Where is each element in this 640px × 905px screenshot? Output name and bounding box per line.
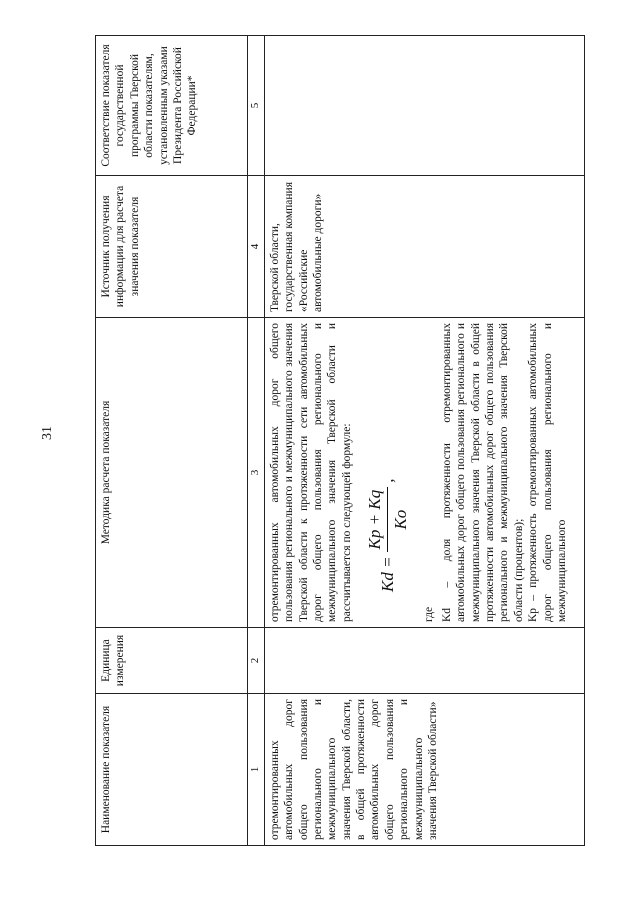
formula-tail: , bbox=[378, 478, 398, 483]
where-label: где bbox=[422, 606, 435, 622]
header-method: Методика расчета показателя bbox=[96, 318, 248, 628]
header-compliance: Соответствие показателя государственной программы Тверской области показателям, установленным указами Президента Российской Федерации* bbox=[96, 36, 248, 176]
indicator-table-sheet bbox=[95, 36, 585, 846]
header-unit: Единица измерения bbox=[96, 628, 248, 694]
header-indicator-name: Наименование показателя bbox=[96, 694, 248, 846]
source-cell: Тверской области, государственная компания «Российские автомобильные дороги» bbox=[264, 176, 584, 318]
indicator-table bbox=[95, 35, 585, 846]
column-number: 1 bbox=[248, 694, 265, 846]
header-row bbox=[96, 36, 248, 846]
column-number: 3 bbox=[248, 318, 265, 628]
column-number: 5 bbox=[248, 36, 265, 176]
compliance-cell bbox=[264, 36, 584, 176]
method-intro: отремонтированных автомобильных дорог общего пользования регионального и межмуниципального значения Тверской области к протяженности сети автомобильных дорог общего пользования регионального и межмуниципального значения Тверской области и рассчитывается по следующей формуле: bbox=[268, 323, 353, 622]
column-number: 4 bbox=[248, 176, 265, 318]
formula-denominator: Ko bbox=[391, 509, 411, 530]
formula bbox=[364, 323, 412, 592]
unit-cell bbox=[264, 628, 584, 694]
header-source: Источник получения информации для расчета значения показателя bbox=[96, 176, 248, 318]
table-row bbox=[264, 36, 584, 846]
formula-numerator: Kp + Kq bbox=[364, 487, 388, 553]
method-cell bbox=[264, 318, 584, 628]
column-number-row bbox=[248, 36, 265, 846]
formula-lhs: Kd = bbox=[378, 556, 398, 592]
formula-fraction bbox=[364, 487, 412, 553]
kd-definition: Kd – доля протяженности отремонтированных автомобильных дорог общего пользования регионального и межмуниципального значения Тверской области в общей протяженности автомобильных дорог общего пользования регионального и межмуниципального значения Тверской области (процентов); bbox=[440, 323, 525, 622]
kp-definition: Kp – протяженность отремонтированных автомобильных дорог общего пользования регионального и межмуниципального bbox=[527, 323, 568, 622]
column-number: 2 bbox=[248, 628, 265, 694]
page-number: 31 bbox=[40, 426, 55, 440]
indicator-name-cell: отремонтированных автомобильных дорог общего пользования регионального и межмуниципального значения Тверской области, в общей протяженности автомобильных дорог общего пользования регионального и межмуниципального значения Тверской области» bbox=[264, 694, 584, 846]
